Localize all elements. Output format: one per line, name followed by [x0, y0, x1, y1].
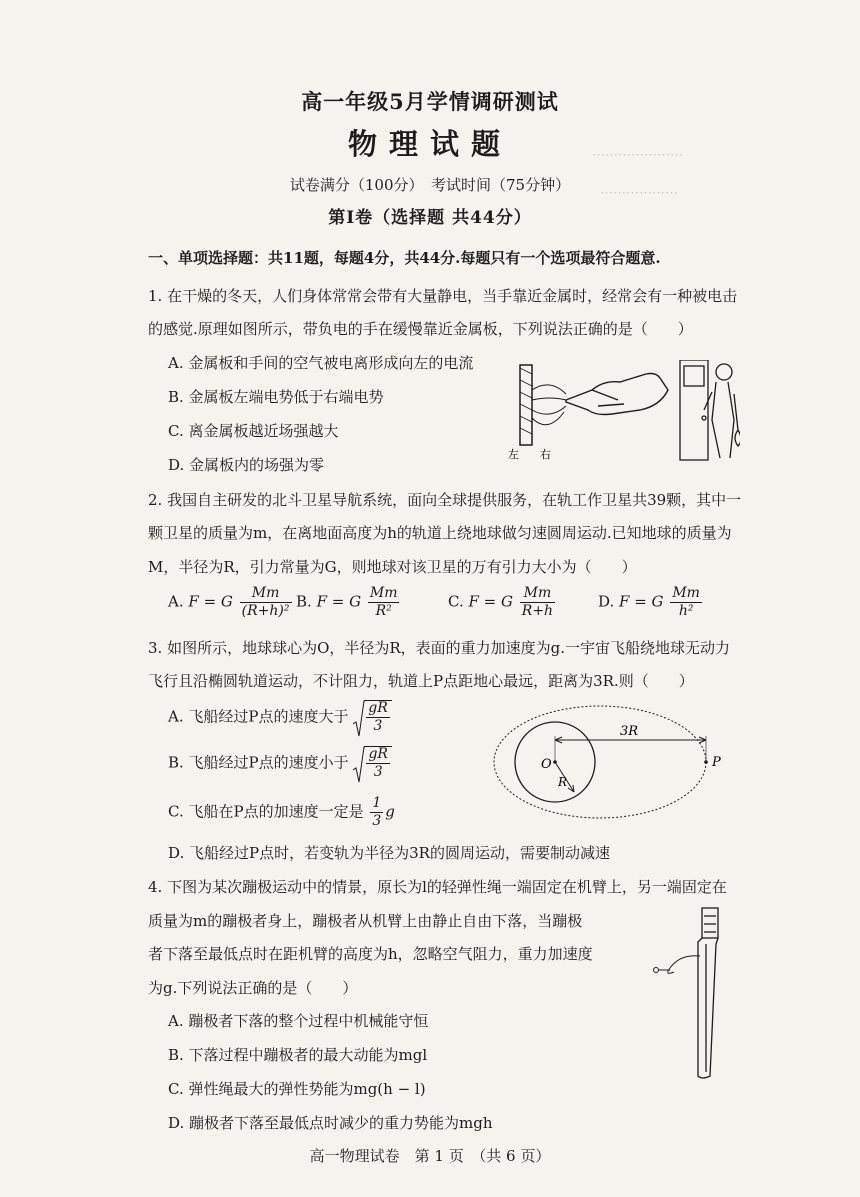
- q2-option-d: D. F = G $\frac{Mm}{\text{h²}}$: [598, 585, 700, 619]
- bungee-cord-icon: [654, 956, 701, 974]
- label-3r: 3R: [620, 724, 639, 739]
- q1-figure: [500, 360, 740, 470]
- label-p: P: [712, 755, 721, 770]
- q4-stem-line2: 质量为m的蹦极者身上，蹦极者从机臂上由静止自由下落，当蹦极: [148, 912, 583, 930]
- crane-arm-icon: [698, 908, 718, 1078]
- q2-stem-line2: 颗卫星的质量为m，在离地面高度为h的轨道上绕地球做匀速圆周运动.已知地球的质量为: [148, 524, 732, 542]
- q1-stem-line2: 的感觉.原理如图所示，带负电的手在缓慢靠近金属板，下列说法正确的是（ ）: [148, 320, 693, 338]
- fig-label-left: 左: [508, 448, 519, 461]
- q1-option-b: B. 金属板左端电势低于右端电势: [168, 388, 384, 406]
- q1-option-d: D. 金属板内的场强为零: [168, 456, 325, 474]
- q3-option-a: A. 飞船经过P点的速度大于 $\frac{gR}{3}$: [168, 700, 392, 735]
- label-o: O: [541, 757, 552, 772]
- bleed-through-text: ⋯⋯⋯⋯⋯⋯: [600, 186, 678, 201]
- q1-option-a: A. 金属板和手间的空气被电离形成向左的电流: [168, 354, 474, 372]
- q4-option-a: A. 蹦极者下落的整个过程中机械能守恒: [168, 1012, 429, 1030]
- field-lines-icon: [532, 385, 566, 425]
- label-r: R: [558, 775, 568, 789]
- fig-label-right: 右: [540, 448, 551, 461]
- q3-orbit-figure: [488, 698, 728, 828]
- q2-stem-line1: 2. 我国自主研发的北斗卫星导航系统，面向全球提供服务，在轨工作卫星共39颗，其中一: [148, 491, 742, 509]
- metal-plate-icon: [520, 365, 532, 445]
- q4-stem-line4: 为g.下列说法正确的是（ ）: [148, 979, 358, 997]
- q3-option-d: D. 飞船经过P点时，若变轨为半径为3R的圆周运动，需要制动减速: [168, 844, 610, 862]
- radical-sign-icon: [353, 700, 365, 738]
- q3-stem-line2: 飞行且沿椭圆轨道运动，不计阻力，轨道上P点距地心最远，距离为3R.则（ ）: [148, 672, 694, 690]
- q4-bungee-figure: [640, 904, 740, 1084]
- q2-stem-line3: M，半径为R，引力常量为G，则地球对该卫星的万有引力大小为（ ）: [148, 558, 637, 576]
- q1-stem-line1: 1. 在干燥的冬天，人们身体常常会带有大量静电，当手靠近金属时，经常会有一种被电击: [148, 287, 738, 305]
- exam-title-line2: 物理试题: [347, 127, 512, 161]
- q4-option-c: C. 弹性绳最大的弹性势能为mg(h − l): [168, 1080, 426, 1098]
- part-heading: 第Ⅰ卷（选择题 共44分）: [328, 208, 532, 228]
- section-instruction: 一、单项选择题：共11题，每题4分，共44分.每题只有一个选项最符合题意.: [148, 249, 661, 267]
- q3-option-b: B. 飞船经过P点的速度小于 $\frac{gR}{3}$: [168, 746, 392, 781]
- exam-meta: 试卷满分（100分） 考试时间（75分钟）: [289, 176, 571, 194]
- q2-option-b: B. F = G $\frac{Mm}{\text{R²}}$: [296, 585, 398, 619]
- q4-stem-line1: 4. 下图为某次蹦极运动中的情景，原长为l的轻弹性绳一端固定在机臂上，另一端固定在: [148, 878, 727, 896]
- q4-option-b: B. 下落过程中蹦极者的最大动能为mgl: [168, 1046, 428, 1064]
- q2-option-a: A. F = G $\frac{Mm}{\text{(R+h)²}}$: [168, 585, 290, 619]
- q3-option-c: C. 飞船在P点的加速度一定是 $\frac{1}{3}$ g: [168, 795, 395, 829]
- q4-option-d: D. 蹦极者下落至最低点时减少的重力势能为mgh: [168, 1114, 493, 1132]
- q1-option-c: C. 离金属板越近场强越大: [168, 422, 339, 440]
- elliptical-orbit: [494, 706, 706, 818]
- bleed-through-text: ⋯⋯⋯⋯⋯⋯⋯: [592, 148, 683, 163]
- q2-option-c: C. F = G $\frac{Mm}{R+h}$: [448, 585, 554, 619]
- exam-title-line1: 高一年级5月学情调研测试: [301, 89, 559, 114]
- radical-sign-icon: [353, 746, 365, 784]
- q4-stem-line3: 者下落至最低点时在距机臂的高度为h，忽略空气阻力，重力加速度: [148, 945, 593, 963]
- hand-icon: [566, 374, 668, 415]
- q3-stem-line1: 3. 如图所示，地球球心为O，半径为R，表面的重力加速度为g.一宇宙飞船绕地球无动力: [148, 639, 731, 657]
- page-footer: 高一物理试卷 第 1 页 （共 6 页）: [309, 1147, 551, 1165]
- door-person-icon: [680, 360, 740, 460]
